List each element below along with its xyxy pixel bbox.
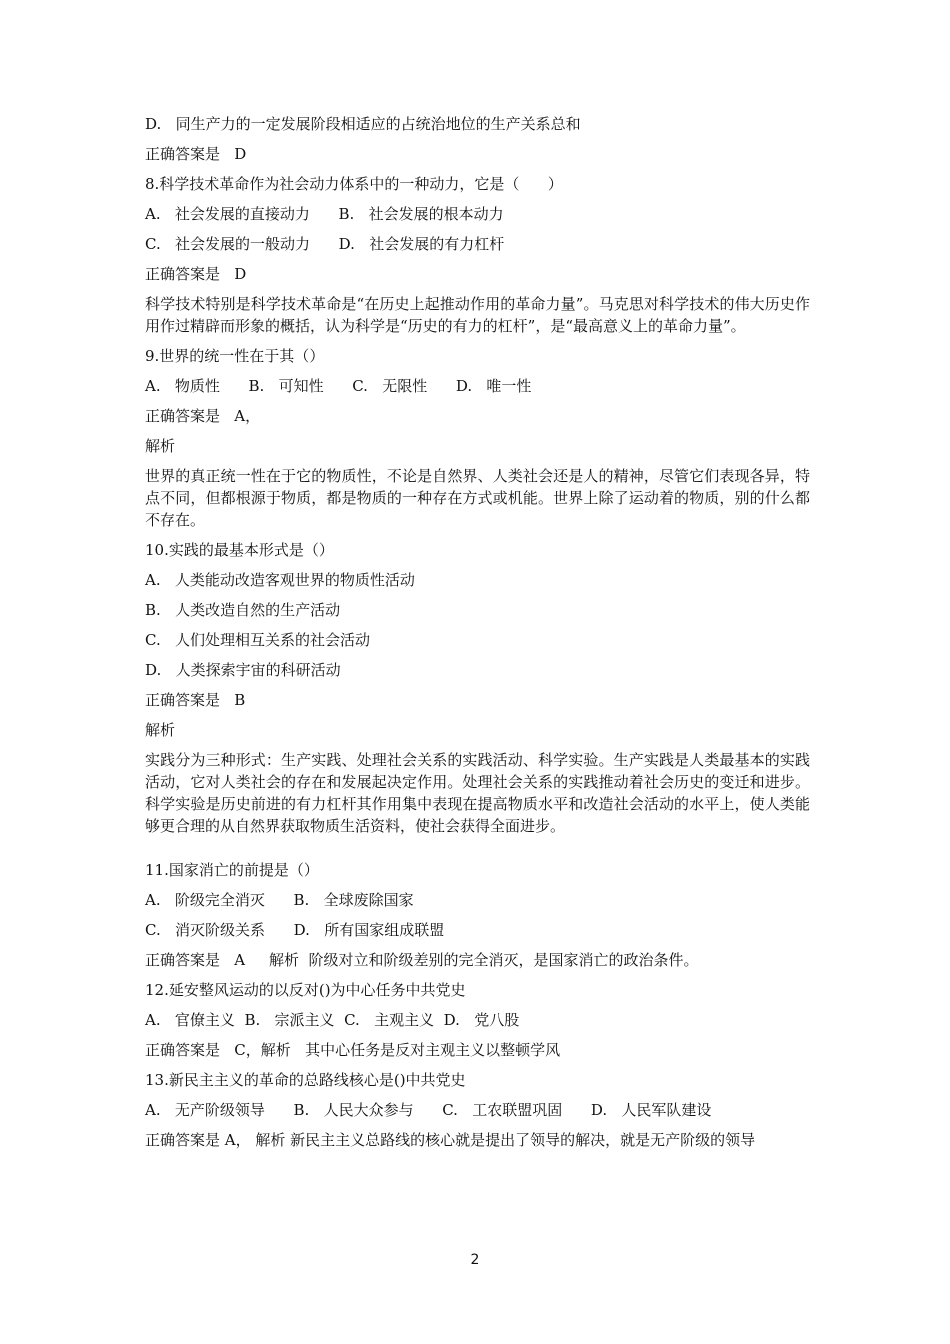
q7-option-d: D. 同生产力的一定发展阶段相适应的占统治地位的生产关系总和: [145, 115, 581, 133]
q8-explanation: 科学技术特别是科学技术革命是“在历史上起推动作用的革命力量”。马克思对科学技术的伟大历史作用作过精辟而形象的概括，认为科学是“历史的有力的杠杆”，是“最高意义上的革命力量”。: [145, 295, 810, 335]
q8-question: 8.科学技术革命作为社会动力体系中的一种动力，它是（ ）: [145, 175, 563, 193]
q10-explanation: 实践分为三种形式：生产实践、处理社会关系的实践活动、科学实验。生产实践是人类最基本的实践活动，它对人类社会的存在和发展起决定作用。处理社会关系的实践推动着社会历史的变迁和进步。科学实验是历史前进的有力杠杆其作用集中表现在提高物质水平和改造社会活动的水平上，使人类能够更合理的从自然界获取物质生活资料，使社会获得全面进步。: [145, 751, 810, 835]
q9-options: A. 物质性 B. 可知性 C. 无限性 D. 唯一性: [145, 377, 532, 395]
section-spacer: [145, 845, 810, 859]
q10-answer: 正确答案是 B: [145, 691, 246, 709]
document-body: [145, 113, 810, 1159]
q8-options-row2: C. 社会发展的一般动力 D. 社会发展的有力杠杆: [145, 235, 505, 253]
q10-question: 10.实践的最基本形式是（）: [145, 541, 334, 559]
q10-option-b: B. 人类改造自然的生产活动: [145, 601, 341, 619]
q10-explanation-label: 解析: [145, 721, 176, 739]
q13-question: 13.新民主主义的革命的总路线核心是()中共党史: [145, 1071, 466, 1089]
q10-option-a: A. 人类能动改造客观世界的物质性活动: [145, 571, 415, 589]
q9-explanation-label: 解析: [145, 437, 176, 455]
q11-options-row2: C. 消灭阶级关系 D. 所有国家组成联盟: [145, 921, 445, 939]
q11-question: 11.国家消亡的前提是（）: [145, 861, 319, 879]
q9-explanation: 世界的真正统一性在于它的物质性，不论是自然界、人类社会还是人的精神，尽管它们表现各异，特点不同，但都根源于物质，都是物质的一种存在方式或机能。世界上除了运动着的物质，别的什么都不存在。: [145, 467, 810, 529]
q10-option-c: C. 人们处理相互关系的社会活动: [145, 631, 371, 649]
q9-answer: 正确答案是 A，: [145, 407, 261, 425]
q13-answer: 正确答案是 A， 解析 新民主主义总路线的核心就是提出了领导的解决，就是无产阶级的领导: [145, 1131, 756, 1149]
q13-options: A. 无产阶级领导 B. 人民大众参与 C. 工农联盟巩固 D. 人民军队建设: [145, 1101, 712, 1119]
q11-options-row1: A. 阶级完全消灭 B. 全球废除国家: [145, 891, 414, 909]
q11-answer: 正确答案是 A 解析 阶级对立和阶级差别的完全消灭，是国家消亡的政治条件。: [145, 951, 699, 969]
q8-answer: 正确答案是 D: [145, 265, 247, 283]
q8-options-row1: A. 社会发展的直接动力 B. 社会发展的根本动力: [145, 205, 504, 223]
q9-question: 9.世界的统一性在于其（）: [145, 347, 325, 365]
q12-answer: 正确答案是 C，解析 其中心任务是反对主观主义以整顿学风: [145, 1041, 561, 1059]
q12-question: 12.延安整风运动的以反对()为中心任务中共党史: [145, 981, 466, 999]
q10-option-d: D. 人类探索宇宙的科研活动: [145, 661, 341, 679]
page-number: 2: [470, 1252, 480, 1268]
q7-answer: 正确答案是 D: [145, 145, 247, 163]
q12-options: A. 官僚主义 B. 宗派主义 C. 主观主义 D. 党八股: [145, 1011, 520, 1029]
